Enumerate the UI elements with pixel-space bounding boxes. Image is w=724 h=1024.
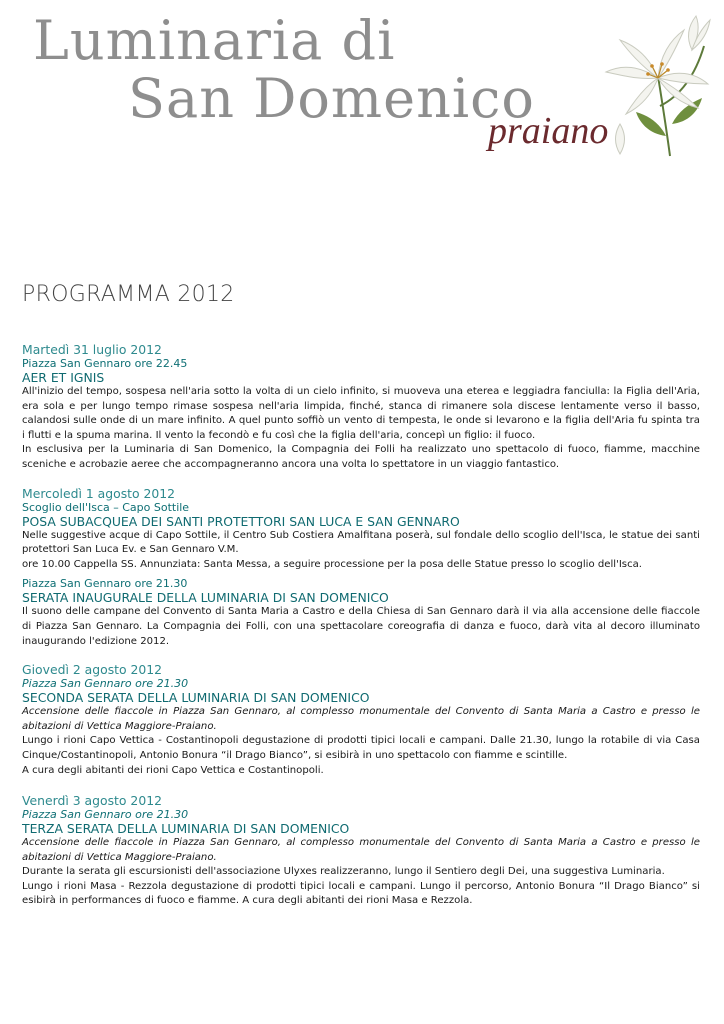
- logo-title-line2: San Domenico: [128, 67, 535, 130]
- logo-subtitle: praiano: [488, 110, 609, 152]
- event-place: Piazza San Gennaro ore 21.30: [22, 677, 189, 691]
- event-place: Piazza San Gennaro ore 21.30: [22, 808, 189, 822]
- event-description: ore 10.00 Cappella SS. Annunziata: Santa Messa, a seguire processione per la posa delle Statue presso lo scoglio dell'Isca.: [22, 558, 643, 570]
- event-description: All'inizio del tempo, sospesa nell'aria sotto la volta di un cielo infinito, si muoveva una eterea e leggiadra fanciulla: la Figlia dell'Aria, era sola e per lungo tempo rimase sospesa nell'aria limpida, finché, stanca di rimanere sola discese lentamente verso il basso, calandosi sulle onde di un mare infinito. A quel punto soffiò un vento di tempesta, le onde si levarono e la figlia dell'Aria fu spinta tra i flutti e la spuma marina. Il vento la fecondò e fu così che la figlia dell'aria, concepì un figlio: il fuoco.: [22, 386, 700, 441]
- event-title: TERZA SERATA DELLA LUMINARIA DI SAN DOMENICO: [22, 821, 350, 837]
- event-date: Mercoledì 1 agosto 2012: [22, 485, 176, 501]
- event-description: Accensione delle fiaccole in Piazza San Gennaro, al complesso monumentale del Convento di Santa Maria a Castro e presso le abitazioni di Vettica Maggiore-Praiano.: [22, 706, 700, 732]
- event-description: In esclusiva per la Luminaria di San Domenico, la Compagnia dei Folli ha realizzato uno spettacolo di fuoco, fiamme, macchine sceniche e acrobazie aeree che accompagneranno ancora una volta lo spettatore in un viaggio fantastico.: [22, 444, 700, 470]
- event-place: Piazza San Gennaro ore 22.45: [22, 357, 188, 370]
- event-description: Durante la serata gli escursionisti dell'associazione Ulyxes realizzeranno, lungo il Sentiero degli Dei, una suggestiva Luminaria.: [22, 866, 665, 878]
- event-date: Giovedì 2 agosto 2012: [22, 662, 163, 678]
- event-title: SECONDA SERATA DELLA LUMINARIA DI SAN DOMENICO: [22, 690, 370, 706]
- event-description: Lungo i rioni Capo Vettica - Costantinopoli degustazione di prodotti tipici locali e campani. Dalle 21.30, lungo la rotabile di via Casa Cinque/Costantinopoli, Antonio Bonura “il Drago Bianco”, si esibirà in uno spettacolo con fiamme e scintille.: [22, 735, 700, 761]
- event-description: Nelle suggestive acque di Capo Sottile, il Centro Sub Costiera Amalfitana poserà, sul fondale dello scoglio dell'Isca, le statue dei santi protettori San Luca Ev. e San Gennaro V.M.: [22, 529, 700, 556]
- program-content: [22, 342, 700, 909]
- event-description: Il suono delle campane del Convento di Santa Maria a Castro e della Chiesa di San Gennaro darà il via alla accensione delle fiaccole di Piazza San Gennaro. La Compagnia dei Folli, con una spettacolare coreografia di danza e fuoco, darà vita al decoro illuminato inaugurando l'edizione 2012.: [22, 606, 700, 647]
- event-title: SERATA INAUGURALE DELLA LUMINARIA DI SAN DOMENICO: [22, 590, 389, 606]
- logo: [0, 0, 724, 170]
- event-section: [22, 793, 700, 909]
- event-description: Accensione delle fiaccole in Piazza San Gennaro, al complesso monumentale del Convento di Santa Maria a Castro e presso le abitazioni di Vettica Maggiore-Praiano.: [22, 837, 700, 863]
- event-description: A cura degli abitanti dei rioni Capo Vettica e Costantinopoli.: [22, 764, 324, 776]
- event-section: [22, 662, 700, 778]
- event-date: Martedì 31 luglio 2012: [22, 342, 162, 357]
- logo-title-line1: Luminaria di: [33, 9, 396, 72]
- event-place: Piazza San Gennaro ore 21.30: [22, 577, 188, 591]
- event-section: [22, 342, 700, 473]
- event-title: POSA SUBACQUEA DEI SANTI PROTETTORI SAN LUCA E SAN GENNARO: [22, 513, 460, 529]
- event-description: Lungo i rioni Masa - Rezzola degustazione di prodotti tipici locali e campani. Lungo il percorso, Antonio Bonura “Il Drago Bianco” si esibirà in performances di fuoco e fiamme. A cura degli abitanti dei rioni Masa e Rezzola.: [22, 880, 700, 907]
- event-place: Scoglio dell'Isca – Capo Sottile: [22, 500, 190, 514]
- program-title: PROGRAMMA 2012: [22, 282, 235, 307]
- lily-flower-icon: [600, 6, 712, 162]
- event-title: AER ET IGNIS: [22, 370, 105, 385]
- event-date: Venerdì 3 agosto 2012: [22, 793, 162, 809]
- event-section: [22, 486, 700, 650]
